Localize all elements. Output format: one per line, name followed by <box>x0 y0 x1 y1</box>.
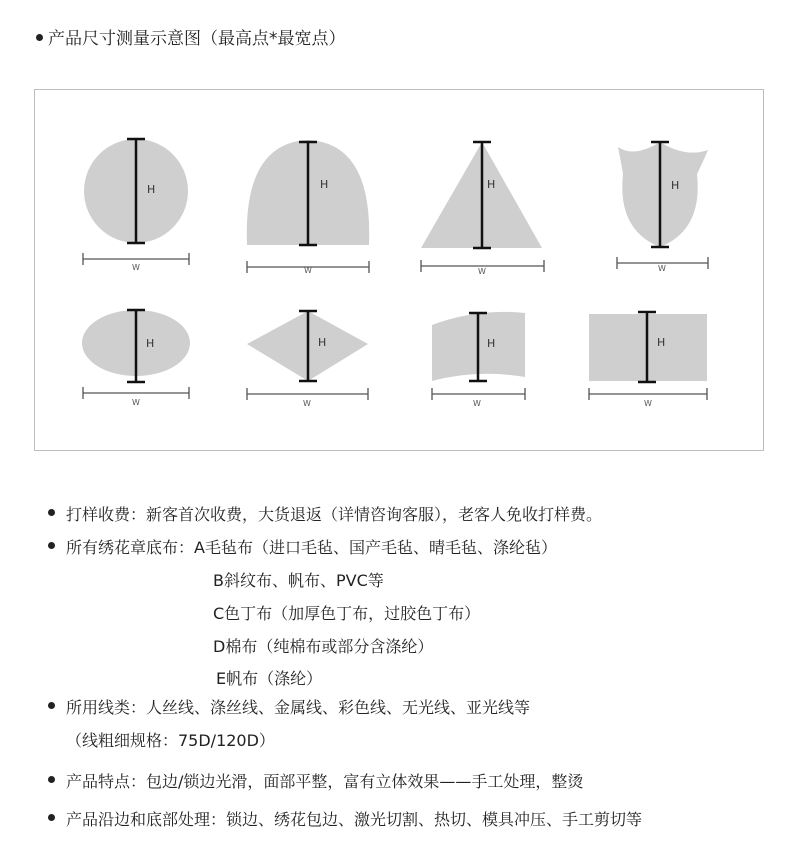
bullet <box>48 814 55 821</box>
bullet <box>48 702 55 709</box>
height-label: H <box>146 337 155 350</box>
width-label: W <box>132 263 140 272</box>
height-label: H <box>320 178 329 191</box>
bullet <box>48 542 55 549</box>
width-label: W <box>478 267 486 276</box>
diamond-shape <box>247 311 368 408</box>
width-label: W <box>304 266 312 275</box>
width-label: W <box>658 264 666 273</box>
width-label: W <box>132 398 140 407</box>
height-label: H <box>671 179 680 192</box>
triangle-shape <box>421 142 544 276</box>
fabric-e-text: E帆布（涤纶） <box>216 669 323 688</box>
fabric-a-text: 所有绣花章底布：A毛毡布（进口毛毡、国产毛毡、晴毛毡、涤纶毡） <box>66 538 557 557</box>
height-label: H <box>318 336 327 349</box>
curved-band-shape <box>432 312 525 408</box>
circle-shape <box>83 139 189 272</box>
bullet <box>48 509 55 516</box>
ellipse-shape <box>82 310 190 407</box>
arch-shape <box>247 140 369 275</box>
shield-shape <box>617 142 708 273</box>
edge-treatment-text: 产品沿边和底部处理：锁边、绣花包边、激光切割、热切、模具冲压、手工剪切等 <box>66 810 643 829</box>
height-label: H <box>147 183 156 196</box>
height-label: H <box>657 336 666 349</box>
size-measurement-diagram <box>34 89 764 451</box>
height-label: H <box>487 178 496 191</box>
heading-bullet <box>36 34 43 41</box>
rectangle-shape <box>589 312 707 408</box>
page-title: 产品尺寸测量示意图（最高点*最宽点） <box>48 29 346 49</box>
height-label: H <box>487 337 496 350</box>
fabric-d-text: D棉布（纯棉布或部分含涤纶） <box>213 637 434 656</box>
product-features-text: 产品特点：包边/锁边光滑，面部平整，富有立体效果——手工处理，整烫 <box>66 772 584 791</box>
fabric-b-text: B斜纹布、帆布、PVC等 <box>213 571 384 590</box>
width-label: W <box>644 399 652 408</box>
width-label: W <box>473 399 481 408</box>
thread-spec-text: （线粗细规格：75D/120D） <box>66 731 275 750</box>
bullet <box>48 776 55 783</box>
sampling-fee-text: 打样收费：新客首次收费，大货退返（详情咨询客服），老客人免收打样费。 <box>66 505 603 524</box>
thread-types-text: 所用线类：人丝线、涤丝线、金属线、彩色线、无光线、亚光线等 <box>66 698 531 717</box>
fabric-c-text: C色丁布（加厚色丁布，过胶色丁布） <box>213 604 481 623</box>
width-label: W <box>303 399 311 408</box>
